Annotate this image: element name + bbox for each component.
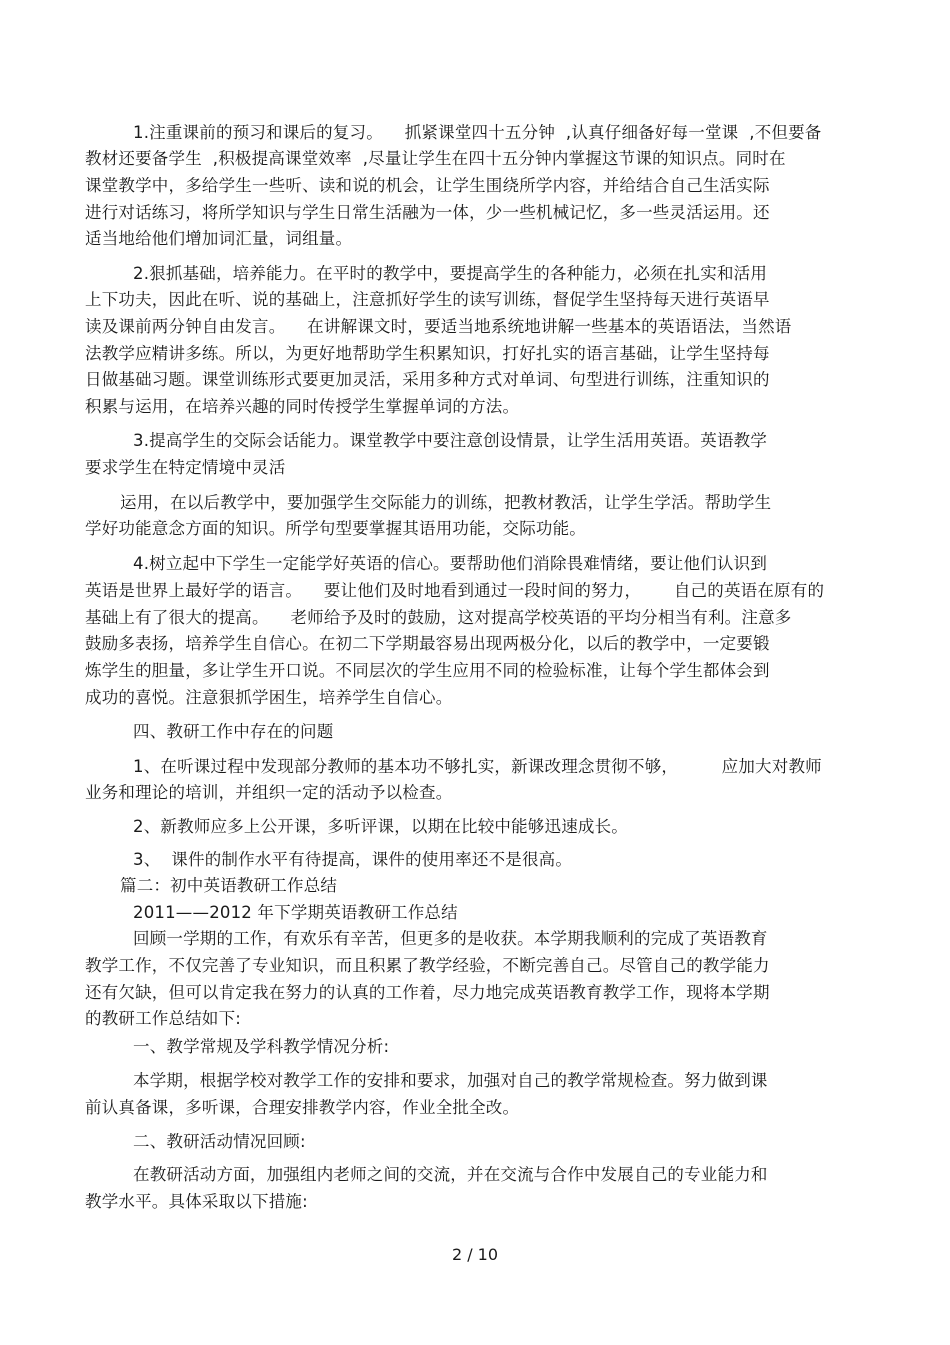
text-line: 法教学应精讲多练。所以，为更好地帮助学生积累知识，打好扎实的语言基础，让学生坚持每 (85, 344, 770, 363)
text-line: 日做基础习题。课堂训练形式要更加灵活，采用多种方式对单词、句型进行训练，注重知识的 (85, 370, 770, 389)
text-line: 前认真备课，多听课，合理安排教学内容，作业全批全改。 (85, 1098, 520, 1117)
text-line: 还有欠缺，但可以肯定我在努力的认真的工作着，尽力地完成英语教育教学工作，现将本学期 (85, 983, 770, 1002)
text-line: 学好功能意念方面的知识。所学句型要掌握其语用功能，交际功能。 (85, 519, 586, 538)
section-heading: 二、教研活动情况回顾: (133, 1132, 306, 1151)
text-line: 2.狠抓基础，培养能力。在平时的教学中，要提高学生的各种能力，必须在扎实和活用 (133, 264, 768, 283)
article-subtitle: 2011——2012 年下学期英语教研工作总结 (133, 903, 458, 922)
text-line: 英语是世界上最好学的语言。 要让他们及时地看到通过一段时间的努力， 自己的英语在原有的 (85, 581, 825, 600)
text-line: 本学期，根据学校对教学工作的安排和要求，加强对自己的教学常规检查。努力做到课 (133, 1071, 768, 1090)
text-line: 教学水平。具体采取以下措施: (85, 1192, 308, 1211)
text-line: 炼学生的胆量，多让学生开口说。不同层次的学生应用不同的检验标准，让每个学生都体会到 (85, 661, 770, 680)
text-line: 1、在听课过程中发现部分教师的基本功不够扎实，新课改理念贯彻不够， 应加大对教师 (133, 757, 822, 776)
text-line: 积累与运用，在培养兴趣的同时传授学生掌握单词的方法。 (85, 397, 520, 416)
text-line: 2、新教师应多上公开课，多听评课，以期在比较中能够迅速成长。 (133, 817, 628, 836)
text-line: 3.提高学生的交际会话能力。课堂教学中要注意创设情景，让学生活用英语。英语教学 (133, 431, 768, 450)
text-line: 3、 课件的制作水平有待提高，课件的使用率还不是很高。 (133, 850, 573, 869)
text-line: 回顾一学期的工作，有欢乐有辛苦，但更多的是收获。本学期我顺利的完成了英语教育 (133, 929, 768, 948)
text-line: 的教研工作总结如下: (85, 1009, 242, 1028)
text-line: 基础上有了很大的提高。 老师给予及时的鼓励，这对提高学校英语的平均分相当有利。注意多 (85, 608, 792, 627)
text-line: 适当地给他们增加词汇量，词组量。 (85, 229, 353, 248)
text-line: 在教研活动方面，加强组内老师之间的交流，并在交流与合作中发展自己的专业能力和 (133, 1165, 768, 1184)
text-line: 教学工作，不仅完善了专业知识，而且积累了教学经验，不断完善自己。尽管自己的教学能力 (85, 956, 770, 975)
text-line: 运用，在以后教学中，要加强学生交际能力的训练，把教材教活，让学生学活。帮助学生 (120, 493, 772, 512)
text-line: 教材还要备学生 ,积极提高课堂效率 ,尽量让学生在四十五分钟内掌握这节课的知识点。同时在 (85, 149, 786, 168)
text-line: 1.注重课前的预习和课后的复习。 抓紧课堂四十五分钟 ,认真仔细备好每一堂课 ,不但要备 (133, 123, 822, 142)
text-line: 成功的喜悦。注意狠抓学困生，培养学生自信心。 (85, 688, 453, 707)
text-line: 4.树立起中下学生一定能学好英语的信心。要帮助他们消除畏难情绪，要让他们认识到 (133, 554, 768, 573)
page-number: 2 / 10 (451, 1245, 499, 1264)
text-line: 进行对话练习，将所学知识与学生日常生活融为一体，少一些机械记忆，多一些灵活运用。还 (85, 203, 770, 222)
text-line: 上下功夫，因此在听、说的基础上，注意抓好学生的读写训练，督促学生坚持每天进行英语早 (85, 290, 770, 309)
article-title: 篇二：初中英语教研工作总结 (120, 876, 338, 895)
section-heading: 四、教研工作中存在的问题 (133, 722, 334, 741)
section-heading: 一、教学常规及学科教学情况分析: (133, 1037, 390, 1056)
text-line: 课堂教学中，多给学生一些听、读和说的机会，让学生围绕所学内容，并给结合自己生活实际 (85, 176, 770, 195)
text-line: 业务和理论的培训，并组织一定的活动予以检查。 (85, 783, 453, 802)
text-line: 鼓励多表扬，培养学生自信心。在初二下学期最容易出现两极分化，以后的教学中，一定要锻 (85, 634, 770, 653)
text-line: 要求学生在特定情境中灵活 (85, 458, 286, 477)
text-line: 读及课前两分钟自由发言。 在讲解课文时，要适当地系统地讲解一些基本的英语语法，当然语 (85, 317, 792, 336)
